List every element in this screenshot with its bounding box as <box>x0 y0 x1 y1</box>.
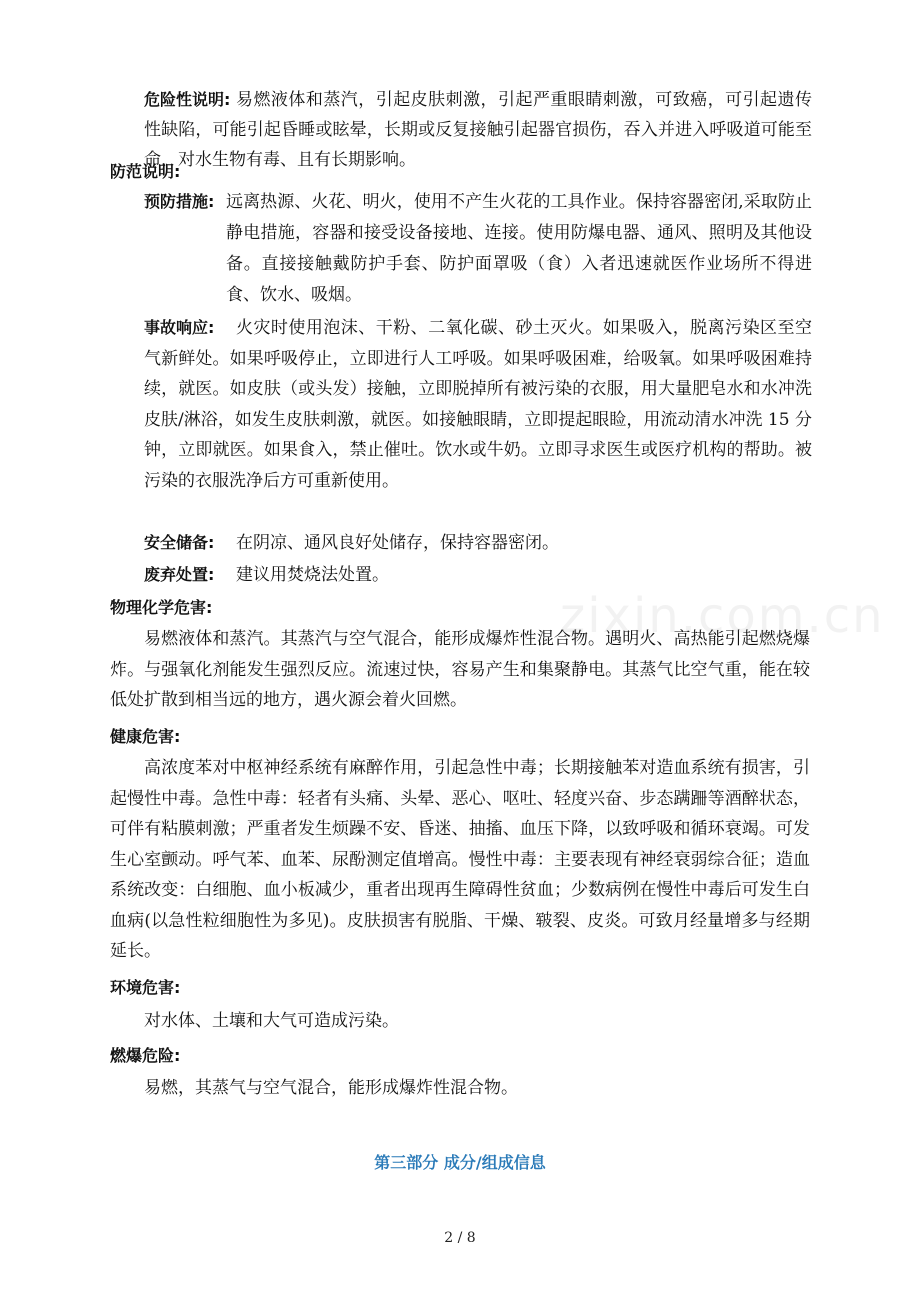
health-heading: 健康危害: <box>110 727 181 746</box>
prevention-label: 预防措施: <box>144 192 215 211</box>
hazard-statement-label: 危险性说明: <box>144 90 231 109</box>
disposal-text: 建议用焚烧法处置。 <box>236 565 389 585</box>
storage-label: 安全储备: <box>144 533 215 552</box>
hazard-statement-text: 易燃液体和蒸汽，引起皮肤刺激，引起严重眼睛刺激，可致癌，可引起遗传性缺陷，可能引起昏睡或眩晕，长期或反复接触引起器官损伤，吞入并进入呼吸道可能至命，对水生物有毒、且有长期影响。 <box>144 90 812 170</box>
prevention-text: 远离热源、火花、明火，使用不产生火花的工具作业。保持容器密闭,采取防止静电措施，容器和接受设备接地、连接。使用防爆电器、通风、照明及其他设备。直接接触戴防护手套、防护面罩吸（食）入者迅速就医作业场所不得进食、饮水、吸烟。 <box>226 192 812 305</box>
response-label: 事故响应: <box>144 318 215 337</box>
explosion-heading: 燃爆危险: <box>110 1046 181 1065</box>
page-number: 2 / 8 <box>444 1230 476 1246</box>
precautions-heading: 防范说明: <box>110 162 181 181</box>
section-title: 第三部分 成分/组成信息 <box>374 1153 546 1172</box>
explosion-text: 易燃，其蒸气与空气混合，能形成爆炸性混合物。 <box>144 1078 518 1098</box>
health-text: 高浓度苯对中枢神经系统有麻醉作用，引起急性中毒；长期接触苯对造血系统有损害，引起慢性中毒。急性中毒：轻者有头痛、头晕、恶心、呕吐、轻度兴奋、步态蹒跚等酒醉状态，可伴有粘膜刺激；严重者发生烦躁不安、昏迷、抽搐、血压下降，以致呼吸和循环衰竭。可发生心室颤动。呼气苯、血苯、尿酚测定值增高。慢性中毒：主要表现有神经衰弱综合征；造血系统改变：白细胞、血小板减少，重者出现再生障碍性贫血；少数病例在慢性中毒后可发生白血病(以急性粒细胞性为多见)。皮肤损害有脱脂、干燥、皲裂、皮炎。可致月经量增多与经期延长。 <box>110 758 810 961</box>
physchem-heading: 物理化学危害: <box>110 598 213 617</box>
disposal-label: 废弃处置: <box>144 565 215 584</box>
response-text: 火灾时使用泡沫、干粉、二氧化碳、砂土灭火。如果吸入，脱离污染区至空气新鲜处。如果呼吸停止，立即进行人工呼吸。如果呼吸困难，给吸氧。如果呼吸困难持续，就医。如皮肤（或头发）接触，立即脱掉所有被污染的衣服，用大量肥皂水和水冲洗皮肤/淋浴，如发生皮肤刺激，就医。如接触眼睛，立即提起眼睑，用流动清水冲洗 15 分钟，立即就医。如果食入，禁止催吐。饮水或牛奶。立即寻求医生或医疗机构的帮助。被污染的衣服洗净后方可重新使用。 <box>144 318 812 491</box>
environment-text: 对水体、土壤和大气可造成污染。 <box>144 1011 399 1031</box>
watermark: zixin.com.cn <box>560 588 885 644</box>
prevention-block <box>144 187 812 311</box>
storage-text: 在阴凉、通风良好处储存，保持容器密闭。 <box>236 533 559 553</box>
response-block <box>144 313 812 496</box>
disposal-block <box>144 560 812 590</box>
hazard-statement <box>144 85 812 175</box>
physchem-text: 易燃液体和蒸汽。其蒸汽与空气混合，能形成爆炸性混合物。遇明火、高热能引起燃烧爆炸。与强氧化剂能发生强烈反应。流速过快，容易产生和集聚静电。其蒸气比空气重，能在较低处扩散到相当远的地方，遇火源会着火回燃。 <box>110 629 810 710</box>
storage-block <box>144 528 812 558</box>
environment-heading: 环境危害: <box>110 978 181 997</box>
